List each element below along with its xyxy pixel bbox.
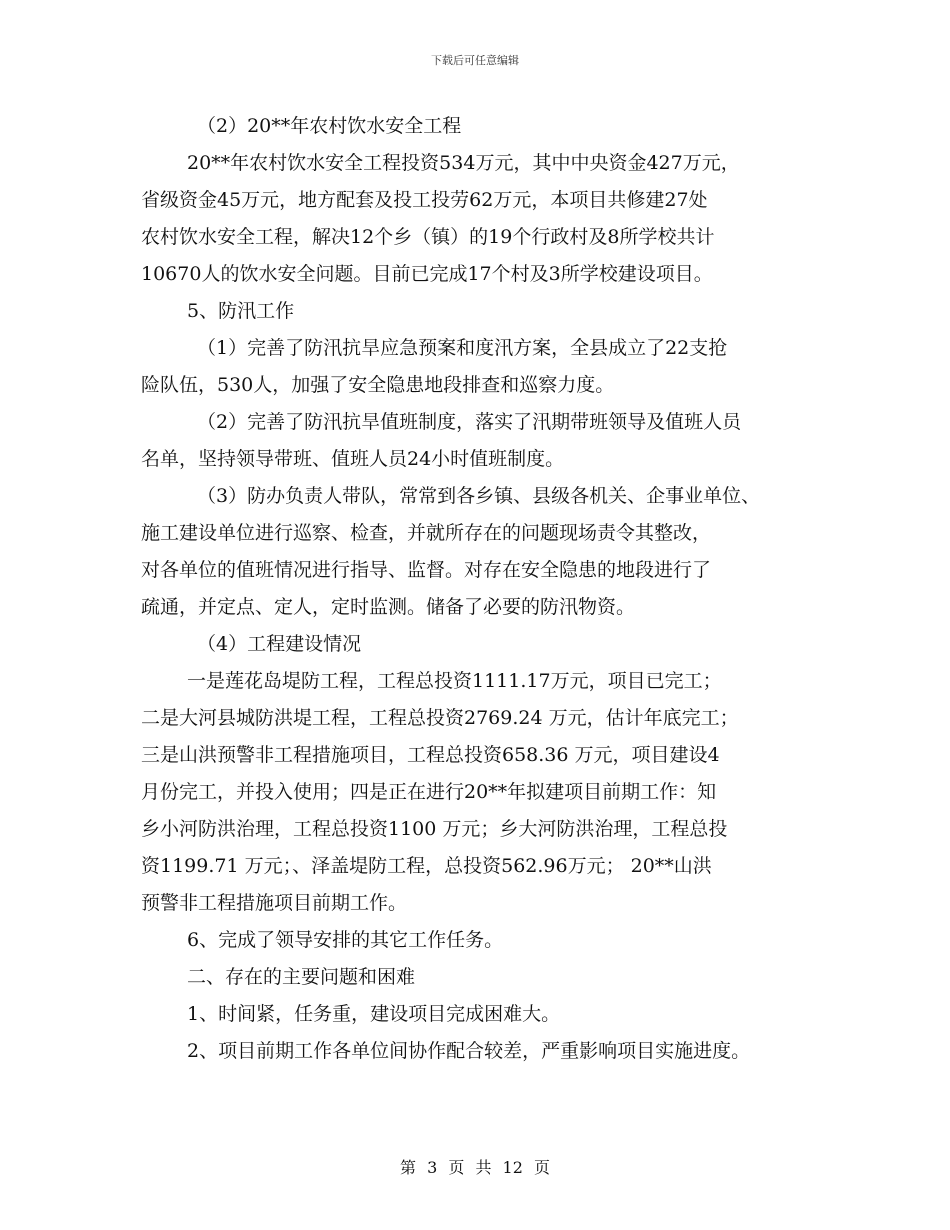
paragraph-line: 农村饮水安全工程，解决12个乡（镇）的19个行政村及8所学校共计 — [141, 226, 715, 248]
section-heading-other-tasks: 6、完成了领导安排的其它工作任务。 — [187, 929, 504, 951]
paragraph-line: 10670人的饮水安全问题。目前已完成17个村及3所学校建设项目。 — [141, 263, 713, 285]
paragraph-line: 疏通，并定点、定人，定时监测。储备了必要的防汛物资。 — [141, 596, 636, 618]
paragraph-line: 险队伍，530人，加强了安全隐患地段排查和巡察力度。 — [141, 374, 615, 396]
paragraph-line: 二是大河县城防洪堤工程，工程总投资2769.24 万元，估计年底完工； — [141, 707, 739, 729]
page-footer: 第 3 页 共 12 页 — [400, 1158, 550, 1177]
paragraph-line: 20**年农村饮水安全工程投资534万元，其中中央资金427万元， — [187, 152, 740, 174]
section-heading-flood-control: 5、防汛工作 — [187, 300, 295, 322]
list-item: 1、时间紧，任务重，建设项目完成困难大。 — [187, 1003, 561, 1025]
subsection-heading-rural-water: （2）20**年农村饮水安全工程 — [197, 115, 462, 137]
paragraph-line: 三是山洪预警非工程措施项目，工程总投资658.36 万元，项目建设4 — [141, 744, 720, 766]
paragraph-line: 名单，坚持领导带班、值班人员24小时值班制度。 — [141, 448, 565, 470]
subsection-heading-construction: （4）工程建设情况 — [197, 633, 362, 655]
paragraph-line: 预警非工程措施项目前期工作。 — [141, 892, 408, 914]
paragraph-line: 对各单位的值班情况进行指导、监督。对存在安全隐患的地段进行了 — [141, 559, 712, 581]
paragraph-line: （1）完善了防汛抗旱应急预案和度汛方案，全县成立了22支抢 — [197, 337, 728, 359]
paragraph-line: 省级资金45万元，地方配套及投工投劳62万元，本项目共修建27处 — [141, 189, 708, 211]
paragraph-line: 资1199.71 万元；、泽盖堤防工程，总投资562.96万元； 20**山洪 — [141, 855, 712, 877]
paragraph-line: （3）防办负责人带队，常常到各乡镇、县级各机关、企事业单位、 — [197, 485, 761, 507]
paragraph-line: 乡小河防洪治理，工程总投资1100 万元；乡大河防洪治理，工程总投 — [141, 818, 728, 840]
paragraph-line: 月份完工，并投入使用；四是正在进行20**年拟建项目前期工作：知 — [141, 781, 717, 803]
paragraph-line: 一是莲花岛堤防工程，工程总投资1111.17万元，项目已完工； — [187, 670, 722, 692]
page-header: 下载后可任意编辑 — [431, 54, 519, 67]
section-heading-problems: 二、存在的主要问题和困难 — [187, 966, 416, 988]
paragraph-line: （2）完善了防汛抗旱值班制度，落实了汛期带班领导及值班人员 — [197, 411, 742, 433]
paragraph-line: 施工建设单位进行巡察、检查，并就所存在的问题现场责令其整改， — [141, 522, 712, 544]
list-item: 2、项目前期工作各单位间协作配合较差，严重影响项目实施进度。 — [187, 1040, 751, 1062]
document-body — [141, 108, 831, 1070]
